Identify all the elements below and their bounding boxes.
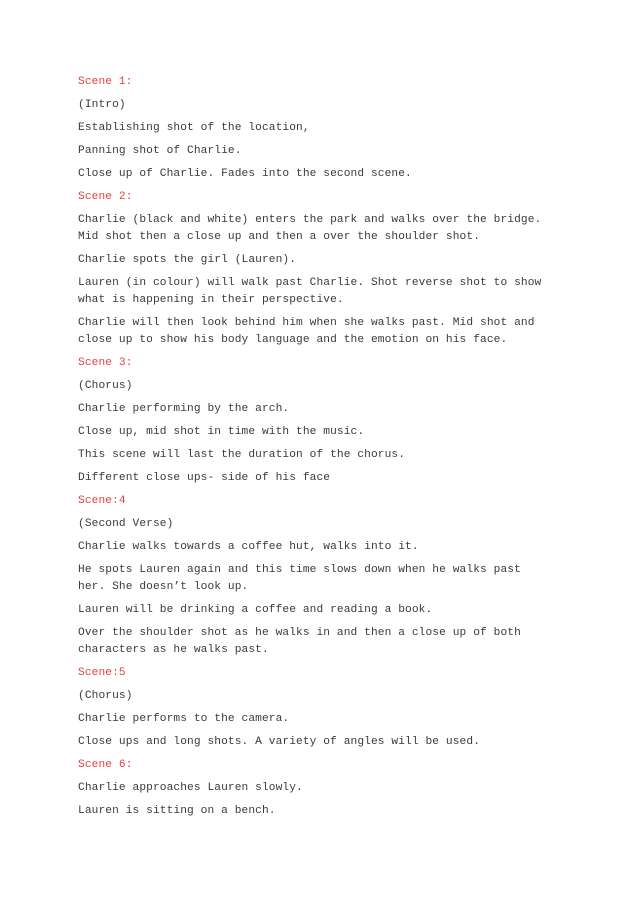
paragraph: (Intro) xyxy=(78,99,126,111)
paragraph: Establishing shot of the location, xyxy=(78,122,310,134)
paragraph: Charlie spots the girl (Lauren). xyxy=(78,254,297,266)
paragraph: This scene will last the duration of the chorus. xyxy=(78,449,406,461)
paragraph: Close up of Charlie. Fades into the second scene. xyxy=(78,168,412,180)
paragraph: (Chorus) xyxy=(78,380,133,392)
paragraph: Lauren will be drinking a coffee and reading a book. xyxy=(78,604,433,616)
paragraph: Lauren (in colour) will walk past Charlie. Shot reverse shot to show what is happening in their perspective. xyxy=(78,277,542,306)
paragraph: (Chorus) xyxy=(78,690,133,702)
paragraph: (Second Verse) xyxy=(78,518,174,530)
paragraph: Charlie (black and white) enters the park and walks over the bridge. Mid shot then a close up and then a over the shoulder shot. xyxy=(78,214,542,243)
paragraph: Charlie will then look behind him when she walks past. Mid shot and close up to show his body language and the emotion on his face. xyxy=(78,317,535,346)
paragraph: Charlie walks towards a coffee hut, walks into it. xyxy=(78,541,419,553)
scene-heading: Scene 3: xyxy=(78,357,133,369)
paragraph: Close ups and long shots. A variety of angles will be used. xyxy=(78,736,481,748)
paragraph: Charlie approaches Lauren slowly. xyxy=(78,782,303,794)
scene-heading: Scene 2: xyxy=(78,191,133,203)
paragraph: Panning shot of Charlie. xyxy=(78,145,242,157)
paragraph: Close up, mid shot in time with the music. xyxy=(78,426,365,438)
paragraph: Lauren is sitting on a bench. xyxy=(78,805,276,817)
paragraph: Charlie performs to the camera. xyxy=(78,713,290,725)
scene-heading: Scene 6: xyxy=(78,759,133,771)
paragraph: He spots Lauren again and this time slows down when he walks past her. She doesn’t look up. xyxy=(78,564,521,593)
scene-heading: Scene:4 xyxy=(78,495,126,507)
paragraph: Charlie performing by the arch. xyxy=(78,403,290,415)
scene-heading: Scene:5 xyxy=(78,667,126,679)
scene-heading: Scene 1: xyxy=(78,76,133,88)
storyboard-text xyxy=(78,74,578,826)
paragraph: Different close ups- side of his face xyxy=(78,472,331,484)
paragraph: Over the shoulder shot as he walks in and then a close up of both characters as he walks past. xyxy=(78,627,521,656)
